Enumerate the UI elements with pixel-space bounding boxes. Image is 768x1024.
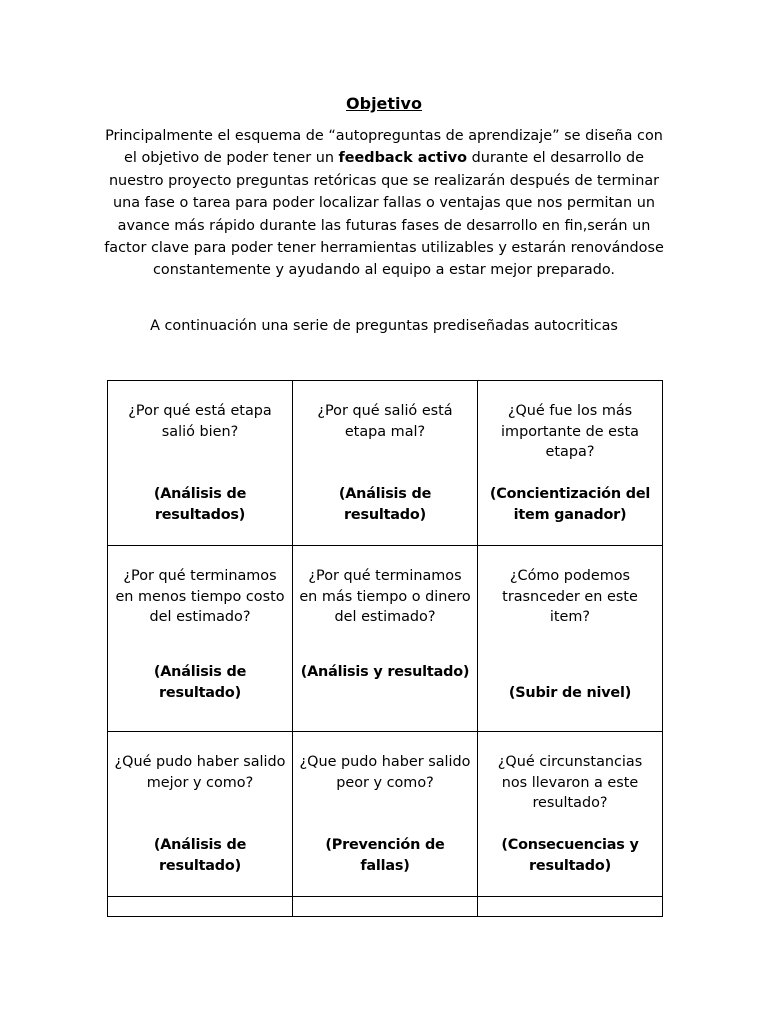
table-row-empty [108, 897, 663, 917]
table-cell-empty [293, 897, 478, 917]
cell-question: ¿Por qué salió está etapa mal? [317, 403, 453, 440]
table-cell [108, 732, 293, 897]
cell-question: ¿Por qué está etapa salió bien? [128, 403, 272, 440]
cell-answer: (Análisis y resultado) [300, 664, 470, 680]
cell-question: ¿Por qué terminamos en más tiempo o dinero del estimado? [299, 568, 471, 626]
table-cell-empty [108, 897, 293, 917]
questions-table [107, 380, 663, 917]
table-cell [293, 732, 478, 897]
table-cell [108, 381, 293, 546]
cell-answer: (Análisis de resultados) [153, 486, 247, 523]
cell-answer: (Subir de nivel) [508, 685, 632, 701]
cell-question: ¿Cómo podemos trasnceder en este item? [502, 568, 638, 626]
intro-paragraph [104, 125, 664, 282]
table-cell-empty [478, 897, 663, 917]
cell-question: ¿Qué circunstancias nos llevaron a este resultado? [497, 754, 643, 812]
table-cell [293, 381, 478, 546]
table-cell [108, 546, 293, 732]
page-title: Objetivo [346, 94, 422, 113]
cell-answer: (Análisis de resultado) [153, 837, 247, 874]
cell-question: ¿Qué pudo haber salido mejor y como? [114, 754, 286, 791]
table-cell [478, 546, 663, 732]
cell-answer: (Análisis de resultado) [153, 664, 247, 701]
intro-text-end: durante el desarrollo de nuestro proyecto preguntas retóricas que se realizarán después de terminar una fase o tarea para poder localizar fallas o ventajas que nos permitan un avance más rápido durante las futuras fases de desarrollo en fin,serán un factor clave para poder tener herramientas utilizables y estarán renovándose constantemente y ayudando al equipo a estar mejor preparado. [104, 150, 664, 279]
subintro-text: A continuación una serie de preguntas prediseñadas autocriticas [150, 318, 618, 334]
table-cell [478, 381, 663, 546]
table-cell [478, 732, 663, 897]
intro-bold-term: feedback activo [338, 150, 468, 167]
cell-question: ¿Qué fue los más importante de esta etapa? [501, 403, 639, 461]
cell-answer: (Prevención de fallas) [325, 837, 445, 874]
cell-answer: (Concientización del item ganador) [489, 486, 651, 523]
table-row [108, 732, 663, 897]
table-row [108, 381, 663, 546]
cell-question: ¿Por qué terminamos en menos tiempo costo del estimado? [115, 568, 285, 626]
cell-answer: (Análisis de resultado) [338, 486, 432, 523]
cell-answer: (Consecuencias y resultado) [501, 837, 639, 874]
table-cell [293, 546, 478, 732]
table-row [108, 546, 663, 732]
intro-text-start: Principalmente el esquema de “autopreguntas de aprendizaje” se diseña con el objetivo de poder tener un [105, 128, 663, 167]
cell-question: ¿Que pudo haber salido peor y como? [299, 754, 471, 791]
